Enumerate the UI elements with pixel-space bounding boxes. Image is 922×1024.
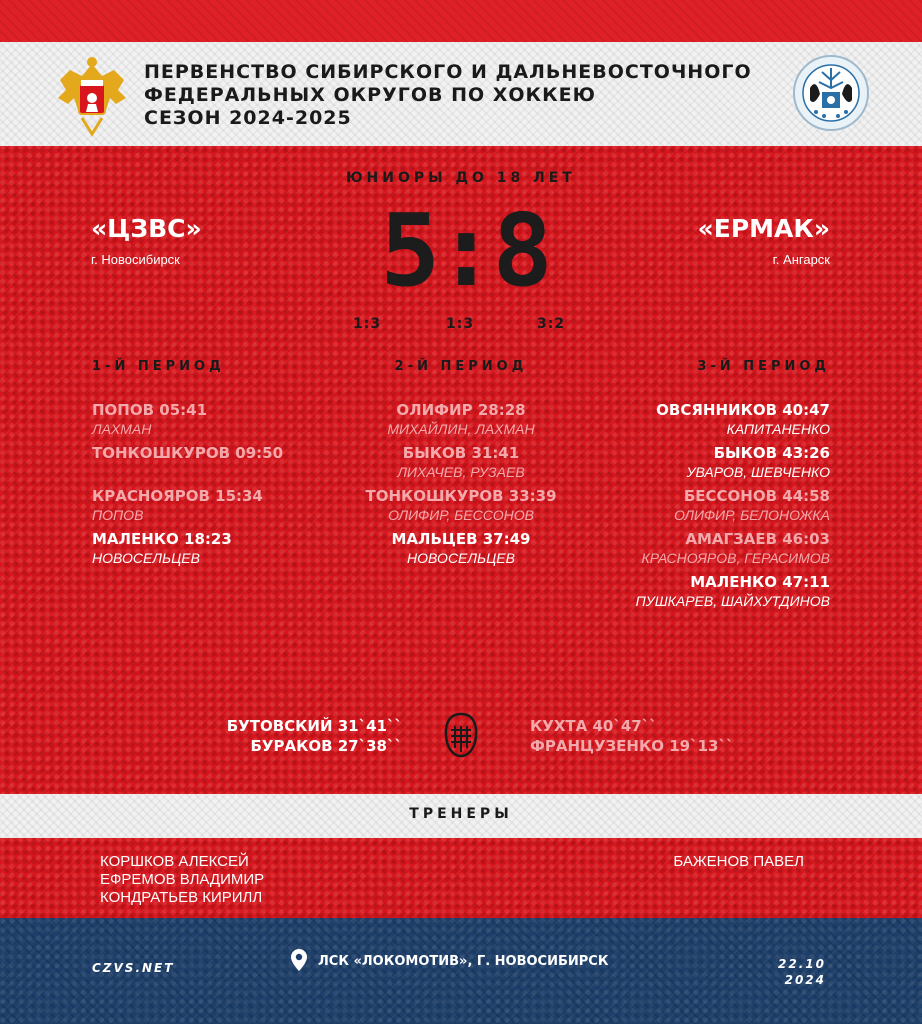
header-title-line-3: СЕЗОН 2024-2025 [144, 107, 352, 129]
goal-assists: ЛИХАЧЕВ, РУЗАЕВ [397, 464, 525, 480]
home-score: 5 [380, 192, 437, 309]
home-coaches [100, 853, 264, 907]
period-title-1: 1-Й ПЕРИОД [92, 359, 225, 374]
coach-name: КОРШКОВ АЛЕКСЕЙ [100, 853, 249, 870]
date-day: 22.10 [778, 957, 826, 971]
goal-entry [636, 400, 830, 443]
score-separator: : [436, 192, 493, 309]
goal-assists: КРАСНОЯРОВ, ГЕРАСИМОВ [641, 550, 830, 566]
goalie-time: ФРАНЦУЗЕНКО 19`13`` [530, 737, 734, 755]
goal-assists: ОЛИФИР, БЕССОНОВ [388, 507, 534, 523]
coach-name: КОНДРАТЬЕВ КИРИЛЛ [100, 889, 263, 906]
goal-scorer: ТОНКОШКУРОВ 09:50 [92, 444, 284, 462]
goal-scorer: АМАГЗАЕВ 46:03 [685, 530, 830, 548]
header-title-line-1: ПЕРВЕНСТВО СИБИРСКОГО И ДАЛЬНЕВОСТОЧНОГО [144, 61, 752, 83]
match-date [778, 956, 826, 988]
goal-scorer: МАЛЕНКО 18:23 [92, 530, 232, 548]
goal-assists: НОВОСЕЛЬЦЕВ [407, 550, 515, 566]
period-score-1: 1:3 [353, 316, 382, 332]
goal-assists: ЛАХМАН [92, 421, 152, 437]
home-goalies [227, 716, 402, 756]
category-label: ЮНИОРЫ ДО 18 ЛЕТ [346, 170, 576, 186]
goal-entry [636, 443, 830, 486]
goal-assists: МИХАЙЛИН, ЛАХМАН [387, 421, 535, 437]
goal-assists: ПУШКАРЕВ, ШАЙХУТДИНОВ [635, 593, 830, 609]
goal-entry [636, 529, 830, 572]
goal-scorer: МАЛЕНКО 47:11 [690, 573, 830, 591]
goal-entry [92, 400, 283, 443]
final-score [380, 192, 549, 309]
goal-entry [311, 400, 611, 443]
goal-scorer: МАЛЬЦЕВ 37:49 [391, 530, 531, 548]
location-pin-icon [290, 948, 308, 972]
hockey-federation-eagle-logo [52, 54, 132, 138]
coaches-title: ТРЕНЕРЫ [409, 806, 513, 822]
goal-scorer: ОВСЯННИКОВ 40:47 [656, 401, 830, 419]
goal-scorer: БЫКОВ 43:26 [713, 444, 830, 462]
goal-entry [92, 529, 283, 572]
goal-entry [92, 443, 283, 486]
period-score-2: 1:3 [446, 316, 475, 332]
goal-scorer: БЫКОВ 31:41 [402, 444, 520, 462]
away-team-city: г. Ангарск [772, 252, 830, 267]
goal-assists: КАПИТАНЕНКО [726, 421, 830, 437]
goalie-time: БУРАКОВ 27`38`` [250, 737, 402, 755]
goal-scorer: БЕССОНОВ 44:58 [683, 487, 830, 505]
period-title-3: 3-Й ПЕРИОД [697, 359, 830, 374]
coach-name: БАЖЕНОВ ПАВЕЛ [673, 853, 804, 870]
away-team-name: «ЕРМАК» [697, 214, 830, 243]
goalie-time: КУХТА 40`47`` [530, 717, 657, 735]
goal-scorer: КРАСНОЯРОВ 15:34 [92, 487, 263, 505]
goal-scorer: ОЛИФИР 28:28 [396, 401, 526, 419]
goal-entry [311, 486, 611, 529]
home-team-city: г. Новосибирск [91, 252, 180, 267]
date-year: 2024 [784, 973, 826, 987]
goal-assists: НОВОСЕЛЬЦЕВ [92, 550, 200, 566]
goal-entry [92, 486, 283, 529]
goal-entry [311, 443, 611, 486]
site-link[interactable]: CZVS.NET [92, 961, 175, 975]
away-score: 8 [492, 192, 549, 309]
regional-hockey-federation-round-logo [792, 54, 870, 132]
header-title-line-2: ФЕДЕРАЛЬНЫХ ОКРУГОВ ПО ХОККЕЮ [144, 84, 596, 106]
period-3-goals [636, 400, 830, 615]
away-coaches [673, 853, 804, 871]
venue-label: ЛСК «ЛОКОМОТИВ», Г. НОВОСИБИРСК [318, 954, 609, 969]
goal-assists: ОЛИФИР, БЕЛОНОЖКА [673, 507, 830, 523]
goalie-mask-icon [443, 712, 479, 758]
goal-scorer: ПОПОВ 05:41 [92, 401, 208, 419]
period-2-goals [311, 400, 611, 572]
coach-name: ЕФРЕМОВ ВЛАДИМИР [100, 871, 265, 888]
header-title [144, 61, 784, 130]
period-title-2: 2-Й ПЕРИОД [394, 359, 528, 374]
goal-scorer: ТОНКОШКУРОВ 33:39 [365, 487, 557, 505]
goal-assists: ПОПОВ [92, 507, 144, 523]
period-score-3: 3:2 [537, 316, 566, 332]
top-strip [0, 0, 922, 42]
goal-entry [311, 529, 611, 572]
goalie-time: БУТОВСКИЙ 31`41`` [226, 717, 402, 735]
goal-entry [636, 572, 830, 615]
home-team-name: «ЦЗВС» [91, 214, 202, 243]
goal-entry [636, 486, 830, 529]
away-goalies [530, 716, 733, 756]
goal-assists: УВАРОВ, ШЕВЧЕНКО [686, 464, 830, 480]
period-1-goals [92, 400, 283, 572]
